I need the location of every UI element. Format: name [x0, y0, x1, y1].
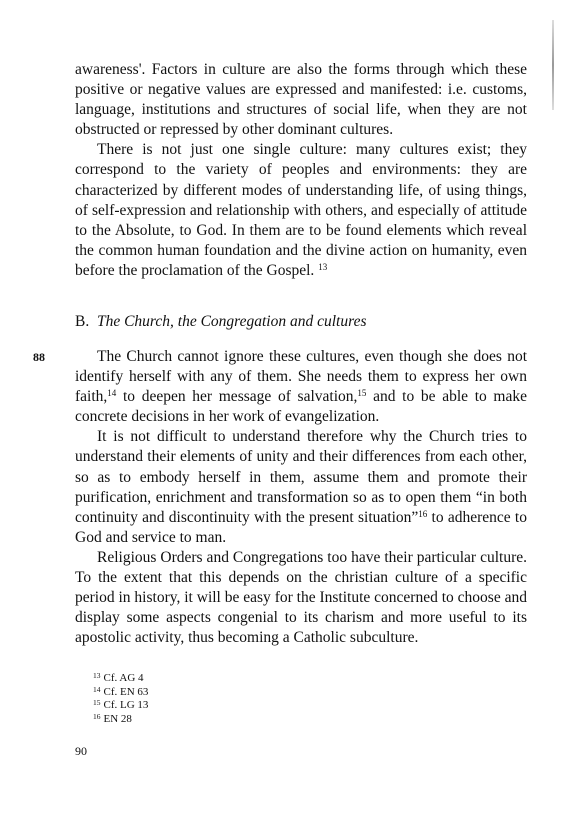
paragraph: It is not difficult to understand therefore why the Church tries to understand their elements of unity and their differences from each other, so as to embody herself in them, assume them and promote their purification, enrichment and transformation so as to open them “in both continuity and discontinuity with the present situation”$^{16}$ to adherence to God and service to man. [75, 428, 527, 546]
section-heading [75, 312, 366, 332]
text-block-main [75, 347, 527, 648]
footnote-ref: 13 [318, 261, 328, 272]
paragraph: The Church cannot ignore these cultures, even though she does not identify herself with any of them. She needs them to express her own faith,$^{14}$ to deepen her message of salvation,$^{15}$ and to be able to make concrete decisions in her work of evangelization. [75, 348, 527, 426]
paragraph: awareness'. Factors in culture are also the forms through which these positive or negative values are expressed and manifested: i.e. customs, language, institutions and structures of social life, when they are not obstructed or repressed by other dominant cultures. [75, 61, 527, 139]
page-number: 90 [75, 744, 87, 758]
scan-edge-mark [552, 20, 554, 110]
paragraph: There is not just one single culture: many cultures exist; they correspond to the variety of peoples and environments: they are characterized by different modes of understanding life, of using things, of self-expression and relationship with others, and especially of attitude to the Absolute, to God. In them are to be found elements which reveal the common human foundation and the divine action on humanity, even before the proclamation of the Gospel. $^{13}$ [75, 141, 527, 279]
footnote: $^{14}$ Cf. EN 63 [93, 684, 149, 698]
footnote-ref: 16 [418, 508, 428, 519]
margin-number: 88 [33, 350, 45, 364]
footnote-ref: 15 [357, 388, 367, 399]
footnotes [93, 672, 148, 726]
footnote: $^{16}$ EN 28 [93, 711, 132, 725]
footnote: $^{15}$ Cf. LG 13 [93, 698, 149, 711]
paragraph: Religious Orders and Congregations too have their particular culture. To the extent that this depends on the christian culture of a specific period in history, it will be easy for the Institute concerned to choose and display some aspects congenial to its charism and more useful to its apostolic activity, thus becoming a Catholic subculture. [75, 548, 527, 647]
footnote: $^{13}$ Cf. AG 4 [93, 671, 144, 684]
section-title: The Church, the Congregation and cultures [96, 313, 367, 330]
footnote-ref: 14 [107, 388, 117, 399]
section-letter: B. [75, 313, 90, 330]
text-block-top [75, 60, 527, 281]
